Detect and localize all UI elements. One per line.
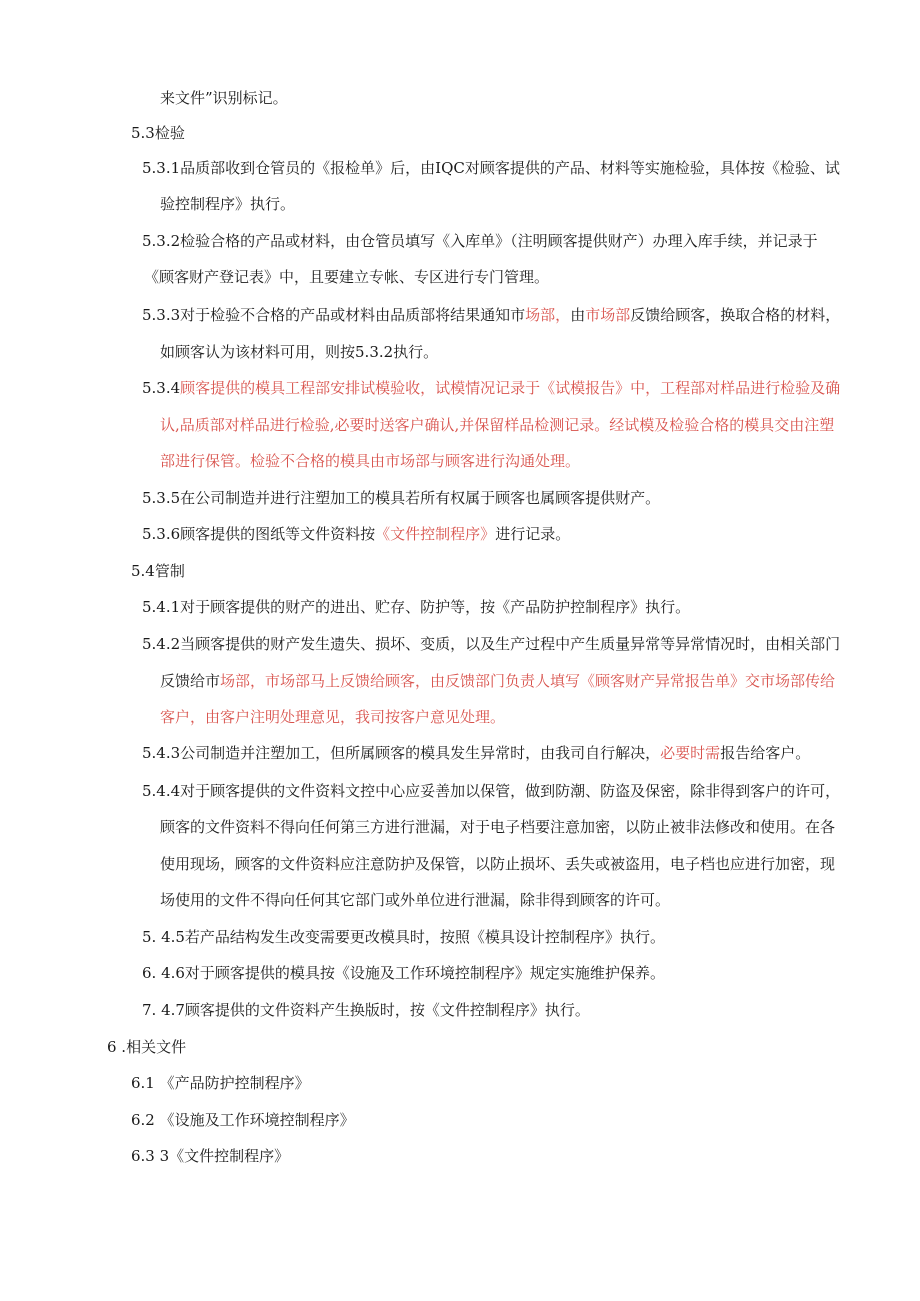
text-segment: 报告给客户。 xyxy=(720,744,811,762)
text-segment: 5.4.1对于顾客提供的财产的进出、贮存、防护等，按《产品防护控制程序》执行。 xyxy=(142,598,691,616)
text-segment: 顾客的文件资料不得向任何第三方进行泄漏，对于电子档要注意加密，以防止被非法修改和使用。在各 xyxy=(160,818,836,836)
text-segment: 5.3.2检验合格的产品或材料，由仓管员填写《入库单》（注明顾客提供财产）办理入库手续，并记录于 xyxy=(142,232,818,250)
reference-item xyxy=(131,1110,355,1130)
text-line xyxy=(142,488,660,508)
highlighted-text: 场部，市场部马上反馈给顾客，由反馈部门负责人填写《顾客财产异常报告单》交市场部传给 xyxy=(220,672,836,690)
text-segment: 5.3.1品质部收到仓管员的《报检单》后，由IQC对顾客提供的产品、材料等实施检验，具体按《检验、试 xyxy=(142,159,840,177)
text-line xyxy=(142,305,840,325)
text-segment: 6. 4.6对于顾客提供的模具按《设施及工作环境控制程序》规定实施维护保养。 xyxy=(142,964,665,982)
list-item xyxy=(142,927,665,947)
text-line xyxy=(160,88,288,108)
section-heading xyxy=(131,123,185,143)
text-line xyxy=(160,194,295,214)
text-line xyxy=(160,415,834,435)
text-line xyxy=(142,231,818,251)
text-segment: 5.3.5在公司制造并进行注塑加工的模具若所有权属于顾客也属顾客提供财产。 xyxy=(142,489,661,507)
text-line xyxy=(142,378,840,398)
text-segment: 场使用的文件不得向任何其它部门或外单位进行泄漏，除非得到顾客的许可。 xyxy=(160,891,671,909)
text-segment: 5.4.2当顾客提供的财产发生遗失、损坏、变质，以及生产过程中产生质量异常等异常情况时，由相关部门 xyxy=(142,635,841,653)
section-heading xyxy=(131,561,185,581)
text-segment: 使用现场，顾客的文件资料应注意防护及保管，以防止损坏、丢失或被盗用，电子档也应进行加密，现 xyxy=(160,855,836,873)
text-line xyxy=(144,267,549,287)
text-segment: 5.3检验 xyxy=(131,124,185,142)
list-item xyxy=(142,1000,590,1020)
text-line xyxy=(142,597,690,617)
text-line xyxy=(142,781,840,801)
text-segment: 5. 4.5若产品结构发生改变需要更改模具时，按照《模具设计控制程序》执行。 xyxy=(142,928,665,946)
text-segment: 5.3.3对于检验不合格的产品或材料由品质部将结果通知市 xyxy=(142,306,526,324)
text-line xyxy=(142,158,840,178)
section-heading xyxy=(107,1037,186,1057)
text-line xyxy=(142,524,570,544)
text-segment: 来文件”识别标记。 xyxy=(160,89,288,107)
text-segment: 验控制程序》执行。 xyxy=(160,195,296,213)
reference-item xyxy=(131,1146,289,1166)
text-segment: 5.4.4对于顾客提供的文件资料文控中心应妥善加以保管，做到防潮、防盗及保密，除非得到客户的许可， xyxy=(142,782,841,800)
highlighted-text: 场部， xyxy=(525,306,571,324)
text-segment: 反馈给顾客，换取合格的材料， xyxy=(630,306,841,324)
text-segment: 6.2 《设施及工作环境控制程序》 xyxy=(131,1111,355,1129)
text-line xyxy=(160,890,670,910)
text-line xyxy=(160,451,580,471)
text-segment: 5.3.6顾客提供的图纸等文件资料按 xyxy=(142,525,376,543)
text-segment: 反馈给市 xyxy=(160,672,221,690)
text-segment: 6.1 《产品防护控制程序》 xyxy=(131,1074,310,1092)
text-segment: 5.3.4 xyxy=(142,379,181,397)
text-segment: 由 xyxy=(570,306,586,324)
highlighted-text: 《文件控制程序》 xyxy=(375,525,496,543)
text-segment: 6.3 3《文件控制程序》 xyxy=(131,1147,290,1165)
text-segment: 5.4.3公司制造并注塑加工，但所属顾客的模具发生异常时，由我司自行解决， xyxy=(142,744,661,762)
text-segment: 6 .相关文件 xyxy=(107,1038,187,1056)
text-line xyxy=(160,817,835,837)
text-line xyxy=(160,342,438,362)
reference-item xyxy=(131,1073,310,1093)
text-line xyxy=(160,671,835,691)
text-line xyxy=(160,854,835,874)
text-line xyxy=(142,634,840,654)
highlighted-text: 市场部 xyxy=(585,306,631,324)
list-item xyxy=(142,963,665,983)
text-segment: 《顾客财产登记表》中，且要建立专帐、专区进行专门管理。 xyxy=(144,268,550,286)
highlighted-text: 客户，由客户注明处理意见，我司按客户意见处理。 xyxy=(160,708,506,726)
highlighted-text: 必要时需 xyxy=(660,744,721,762)
text-line xyxy=(160,707,505,727)
text-segment: 进行记录。 xyxy=(495,525,571,543)
text-segment: 5.4管制 xyxy=(131,562,185,580)
text-segment: 如顾客认为该材料可用，则按5.3.2执行。 xyxy=(160,343,439,361)
highlighted-text: 部进行保管。检验不合格的模具由市场部与顾客进行沟通处理。 xyxy=(160,452,581,470)
text-line xyxy=(142,743,810,763)
text-segment: 7. 4.7顾客提供的文件资料产生换版时，按《文件控制程序》执行。 xyxy=(142,1001,590,1019)
highlighted-text: 认,品质部对样品进行检验,必要时送客户确认,并保留样品检测记录。经试模及检验合格的模具交由注塑 xyxy=(160,416,835,434)
highlighted-text: 顾客提供的模具工程部安排试模验收，试模情况记录于《试模报告》中，工程部对样品进行检验及确 xyxy=(180,379,841,397)
